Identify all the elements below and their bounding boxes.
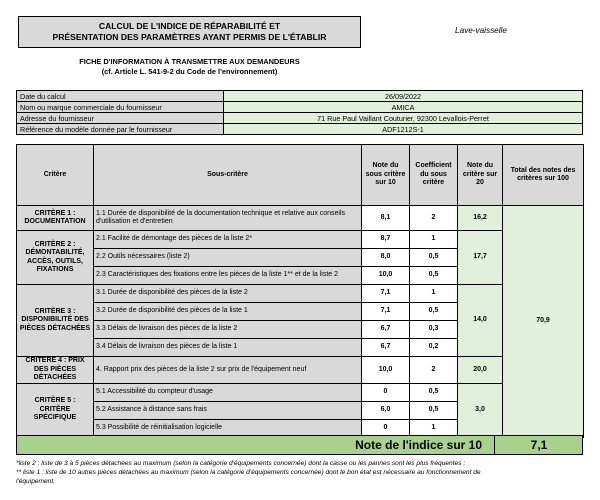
info-row <box>17 113 583 124</box>
product-category: Lave-vaisselle <box>455 26 507 35</box>
sub-criterion-label: 4. Rapport prix des pièces de la liste 2 sur prix de l'équipement neuf <box>94 357 362 384</box>
sub-criterion-coef: 0,5 <box>410 401 458 419</box>
sub-criterion-note: 8,7 <box>362 231 410 249</box>
sub-criterion-coef: 1 <box>410 285 458 303</box>
footnote-list-1: ** liste 1 : liste de 10 autres pièces détachées au maximum (selon la catégorie d'équipements concernée) dont le bon état est nécessaire au fonctionnement de <box>16 469 481 476</box>
col-note-critere: Note du critère sur 20 <box>458 145 503 206</box>
sub-criterion-note: 0 <box>362 419 410 437</box>
sub-criterion-note: 10,0 <box>362 267 410 285</box>
criterion-name: CRITÈRE 3 : DISPONIBILITÉ DES PIÈCES DÉTACHÉES <box>17 285 94 357</box>
sub-criterion-coef: 0,5 <box>410 383 458 401</box>
sub-criterion-label: 2.1 Facilité de démontage des pièces de la liste 2* <box>94 231 362 249</box>
sub-criterion-note: 6,7 <box>362 321 410 339</box>
sub-criterion-label: 3.4 Délais de livraison des pièces de la liste 1 <box>94 339 362 357</box>
footnotes <box>16 459 586 486</box>
info-value: AMICA <box>224 102 583 113</box>
sub-criterion-coef: 0,5 <box>410 267 458 285</box>
criterion-name: CRITÈRE 5 : CRITÈRE SPÉCIFIQUE <box>17 383 94 437</box>
sub-criterion-label: 3.2 Durée de disponibilité des pièces de la liste 1 <box>94 303 362 321</box>
sub-criterion-note: 8,1 <box>362 206 410 231</box>
sub-criterion-label: 5.2 Assistance à distance sans frais <box>94 401 362 419</box>
table-row <box>17 206 584 231</box>
sub-criterion-note: 0 <box>362 383 410 401</box>
footnote-list-2: *liste 2 : liste de 3 à 5 pièces détachées au maximum (selon la catégorie d'équipements concernée) dont la casse ou les pannes sont les plus fréquentes ; <box>16 460 466 467</box>
info-row <box>17 102 583 113</box>
sub-criterion-note: 6,7 <box>362 339 410 357</box>
sub-criterion-note: 8,0 <box>362 249 410 267</box>
sub-criterion-coef: 2 <box>410 357 458 384</box>
sub-criterion-coef: 0,5 <box>410 249 458 267</box>
info-label: Nom ou marque commerciale du fournisseur <box>17 102 224 113</box>
total-score-100: 70,9 <box>503 206 584 438</box>
criterion-note: 3,0 <box>458 383 503 437</box>
table-row <box>17 383 584 401</box>
table-row <box>17 357 584 384</box>
info-value: 26/09/2022 <box>224 91 583 102</box>
sub-criterion-coef: 0,5 <box>410 303 458 321</box>
criterion-note: 17,7 <box>458 231 503 285</box>
sub-criterion-label: 1.1 Durée de disponibilité de la documentation technique et relative aux conseils d'utilisation et d'entretien <box>94 206 362 231</box>
info-label: Référence du modèle donnée par le fournisseur <box>17 124 224 135</box>
criterion-name: CRITÈRE 2 : DÉMONTABILITÉ, ACCÈS, OUTILS, FIXATIONS <box>17 231 94 285</box>
col-coefficient: Coefficient du sous critère <box>410 145 458 206</box>
sub-criterion-coef: 0,2 <box>410 339 458 357</box>
sub-criterion-coef: 2 <box>410 206 458 231</box>
criterion-note: 20,0 <box>458 357 503 384</box>
info-label: Date du calcul <box>17 91 224 102</box>
sub-criterion-coef: 0,3 <box>410 321 458 339</box>
title-line-2: PRÉSENTATION DES PARAMÈTRES AYANT PERMIS DE L'ÉTABLIR <box>52 32 327 42</box>
document-subtitle <box>18 57 361 77</box>
sub-criterion-coef: 1 <box>410 419 458 437</box>
info-value: 71 Rue Paul Vaillant Couturier, 92300 Levallois-Perret <box>224 113 583 124</box>
info-label: Adresse du fournisseur <box>17 113 224 124</box>
criterion-name: CRITÈRE 4 : PRIX DES PIÈCES DÉTACHÉES <box>17 357 94 384</box>
criteria-header-row <box>17 145 584 206</box>
table-row <box>17 231 584 249</box>
subtitle-line-1: FICHE D'INFORMATION À TRANSMETTRE AUX DEMANDEURS <box>79 57 300 66</box>
footnote-list-1-cont: l'équipement. <box>16 478 56 485</box>
sub-criterion-label: 3.1 Durée de disponibilité des pièces de la liste 2 <box>94 285 362 303</box>
document-title <box>18 16 361 48</box>
sub-criterion-label: 5.3 Possibilité de réinitialisation logicielle <box>94 419 362 437</box>
sub-criterion-coef: 1 <box>410 231 458 249</box>
criterion-name: CRITÈRE 1 : DOCUMENTATION <box>17 206 94 231</box>
subtitle-line-2: (cf. Article L. 541-9-2 du Code de l'environnement) <box>101 67 278 76</box>
info-value: ADF1212S-1 <box>224 124 583 135</box>
criterion-note: 16,2 <box>458 206 503 231</box>
criteria-table <box>16 144 584 438</box>
info-row <box>17 91 583 102</box>
index-score-label: Note de l'indice sur 10 <box>355 438 482 452</box>
criterion-note: 14,0 <box>458 285 503 357</box>
sub-criterion-note: 6,0 <box>362 401 410 419</box>
col-note-sous-critere: Note du sous critère sur 10 <box>362 145 410 206</box>
supplier-info-table <box>16 90 583 135</box>
sub-criterion-label: 5.1 Accessibilité du compteur d'usage <box>94 383 362 401</box>
sub-criterion-note: 7,1 <box>362 285 410 303</box>
sub-criterion-label: 3.3 Délais de livraison des pièces de la liste 2 <box>94 321 362 339</box>
sub-criterion-label: 2.3 Caractéristiques des fixations entre les pièces de la liste 1** et de la liste 2 <box>94 267 362 285</box>
title-line-1: CALCUL DE L'INDICE DE RÉPARABILITÉ ET <box>98 21 281 31</box>
col-sous-critere: Sous-critère <box>94 145 362 206</box>
info-row <box>17 124 583 135</box>
col-total: Total des notes des critères sur 100 <box>503 145 584 206</box>
sub-criterion-note: 10,0 <box>362 357 410 384</box>
sub-criterion-label: 2.2 Outils nécessaires (liste 2) <box>94 249 362 267</box>
table-row <box>17 285 584 303</box>
sub-criterion-note: 7,1 <box>362 303 410 321</box>
index-score-value: 7,1 <box>494 435 583 455</box>
col-critere: Critère <box>17 145 94 206</box>
